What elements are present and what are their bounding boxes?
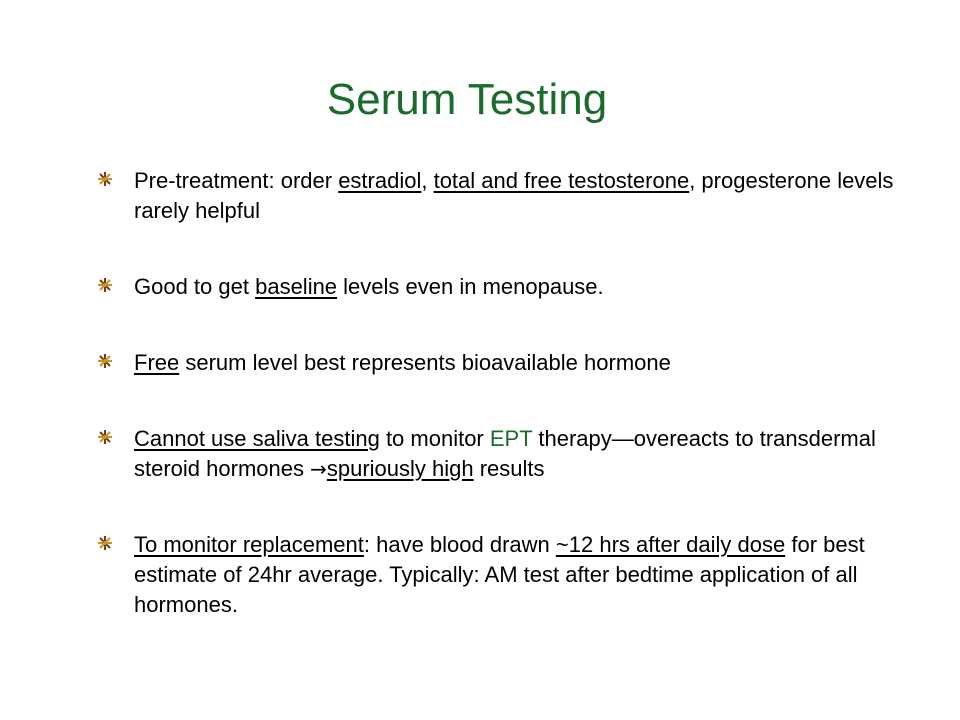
text-run: to monitor xyxy=(379,426,490,451)
bullet-item xyxy=(98,272,898,302)
bullet-list xyxy=(98,166,898,666)
underlined-text: spuriously high xyxy=(326,456,474,481)
bullet-text xyxy=(134,274,604,299)
text-run: levels even in menopause. xyxy=(337,274,604,299)
star-burst-icon xyxy=(98,278,112,292)
star-burst-icon xyxy=(98,430,112,444)
text-run: , progesterone levels rarely helpful xyxy=(134,168,894,223)
underlined-text: Cannot use saliva testing xyxy=(134,426,380,451)
text-run: Pre-treatment: order xyxy=(134,168,339,193)
bullet-item xyxy=(98,424,898,484)
accent-text: EPT xyxy=(489,426,533,451)
bullet-item xyxy=(98,166,898,226)
star-burst-icon xyxy=(98,354,112,368)
underlined-text: Free xyxy=(134,350,180,375)
underlined-text: baseline xyxy=(255,274,338,299)
bullet-text xyxy=(134,532,865,617)
underlined-text: estradiol xyxy=(338,168,422,193)
star-burst-icon xyxy=(98,172,112,186)
slide-title: Serum Testing xyxy=(326,75,608,124)
text-run: for best estimate of 24hr average. Typically: AM test after bedtime application of all hormones. xyxy=(134,532,865,617)
underlined-text: ~12 hrs after daily dose xyxy=(555,532,786,557)
underlined-text: To monitor replacement xyxy=(134,532,364,557)
bullet-text xyxy=(134,168,893,223)
text-run: therapy—overeacts to transdermal steroid hormones xyxy=(134,426,876,481)
text-run: serum level best represents bioavailable hormone xyxy=(179,350,671,375)
bullet-text xyxy=(134,350,671,375)
text-run: Good to get xyxy=(134,274,256,299)
text-run: : have blood drawn xyxy=(363,532,556,557)
text-run: , xyxy=(421,168,434,193)
bullet-text xyxy=(134,426,876,481)
arrow-symbol: → xyxy=(310,457,327,481)
underlined-text: total and free testosterone xyxy=(433,168,690,193)
bullet-item xyxy=(98,530,898,620)
bullet-item xyxy=(98,348,898,378)
star-burst-icon xyxy=(98,536,112,550)
text-run: results xyxy=(473,456,545,481)
